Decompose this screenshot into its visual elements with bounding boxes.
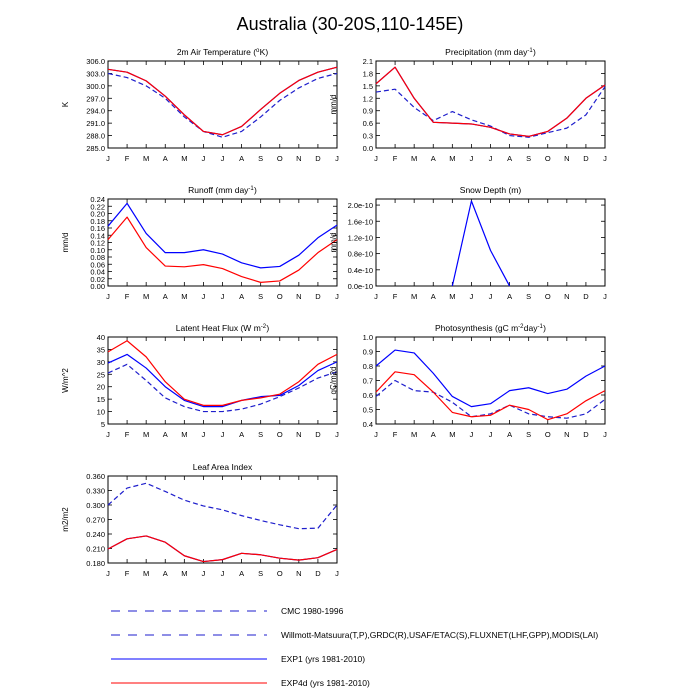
y-tick-label: 294.0 — [86, 106, 105, 116]
x-tick-label: D — [315, 569, 321, 578]
legend-item — [111, 654, 365, 664]
x-tick-label: F — [124, 154, 130, 163]
panel-title: Precipitation (mm day$^{-1}$ ) — [445, 47, 536, 57]
x-tick-label: D — [315, 292, 321, 301]
x-tick-label: M — [449, 154, 456, 163]
x-tick-label: A — [430, 292, 436, 301]
y-axis-label: mm/d — [329, 94, 338, 115]
x-tick-label: J — [488, 430, 493, 439]
x-tick-label: J — [469, 292, 474, 301]
x-tick-label: J — [469, 430, 474, 439]
x-tick-label: M — [143, 569, 150, 578]
y-tick-label: 0.360 — [86, 472, 105, 481]
y-tick-label: 0.12 — [90, 238, 105, 248]
y-tick-label: 0.8 — [362, 362, 373, 371]
y-tick-label: 0.240 — [86, 530, 105, 539]
legend-label: EXP4d (yrs 1981-2010) — [281, 678, 370, 688]
y-tick-label: 0.24 — [90, 195, 105, 204]
y-tick-label: 0.7 — [362, 376, 373, 386]
y-tick-label: 40 — [96, 333, 105, 342]
series-line-exp4d — [376, 372, 605, 420]
panel-title: Runoff (mm day$^{-1}$ ) — [188, 185, 257, 195]
y-tick-label: 306.0 — [86, 57, 105, 66]
x-tick-label: A — [162, 569, 168, 578]
x-tick-label: J — [201, 292, 206, 301]
x-tick-label: M — [449, 430, 456, 439]
x-tick-label: O — [276, 430, 283, 439]
x-tick-label: M — [411, 154, 418, 163]
y-tick-label: 0.16 — [90, 224, 105, 233]
y-tick-label: 1.2e-10 — [347, 233, 373, 243]
x-tick-label: S — [258, 154, 264, 163]
x-tick-label: A — [507, 430, 513, 439]
legend — [111, 606, 598, 688]
x-tick-label: O — [276, 292, 283, 301]
x-tick-label: A — [239, 292, 245, 301]
y-tick-label: 15 — [96, 395, 105, 405]
x-tick-label: M — [181, 154, 188, 163]
y-tick-label: 2.1 — [362, 57, 373, 66]
x-tick-label: J — [201, 154, 206, 163]
y-tick-label: 0.4 — [362, 420, 373, 429]
y-axis-label: mm/d — [329, 232, 338, 253]
y-tick-label: 1.8 — [362, 69, 373, 79]
x-tick-label: O — [544, 292, 551, 301]
panel-title: Snow Depth (m) — [459, 185, 522, 195]
y-tick-label: 1.0 — [362, 333, 373, 342]
y-tick-label: 297.0 — [86, 94, 105, 104]
y-tick-label: 10 — [96, 407, 105, 417]
x-tick-label: J — [335, 569, 339, 578]
x-tick-label: J — [488, 154, 493, 163]
y-tick-label: 0.9 — [362, 106, 373, 116]
y-tick-label: 35 — [96, 345, 105, 355]
x-tick-label: J — [220, 569, 225, 578]
x-tick-label: J — [106, 292, 110, 301]
x-tick-label: M — [411, 430, 418, 439]
x-tick-label: N — [296, 569, 302, 578]
x-tick-label: D — [583, 430, 589, 439]
y-axis-label: gC/m2d — [329, 366, 338, 395]
x-tick-label: O — [276, 154, 283, 163]
x-tick-label: M — [143, 292, 150, 301]
panel-title: Leaf Area Index — [192, 462, 253, 472]
x-tick-label: A — [162, 430, 168, 439]
y-tick-label: 0.5 — [362, 405, 373, 415]
y-tick-label: 1.6e-10 — [347, 217, 373, 227]
x-tick-label: F — [392, 292, 398, 301]
x-tick-label: J — [603, 292, 607, 301]
x-tick-label: J — [335, 430, 339, 439]
x-tick-label: M — [411, 292, 418, 301]
x-tick-label: O — [544, 154, 551, 163]
x-tick-label: S — [258, 292, 264, 301]
x-tick-label: S — [258, 430, 264, 439]
panel-title: Latent Heat Flux (W $m^{-2}$ ) — [175, 323, 270, 333]
series-line-obs — [376, 87, 605, 138]
y-tick-label: 291.0 — [86, 119, 105, 129]
series-line-exp1 — [108, 536, 337, 562]
y-tick-label: 288.0 — [86, 131, 105, 141]
figure-title: Australia (30-20S,110-145E) — [236, 14, 464, 34]
x-tick-label: F — [392, 430, 398, 439]
y-tick-label: 300.0 — [86, 81, 105, 91]
panel-photosynthesis — [329, 323, 607, 439]
y-tick-label: 285.0 — [86, 144, 105, 153]
y-tick-label: 1.5 — [362, 81, 373, 91]
y-tick-label: 0.180 — [86, 559, 105, 568]
x-tick-label: D — [315, 154, 321, 163]
y-tick-label: 30 — [96, 357, 105, 367]
y-tick-label: 0.20 — [90, 209, 105, 219]
x-tick-label: M — [181, 569, 188, 578]
y-tick-label: 2.0e-10 — [347, 201, 373, 211]
x-tick-label: J — [488, 292, 493, 301]
x-tick-label: A — [430, 154, 436, 163]
y-tick-label: 0.3 — [362, 131, 373, 141]
y-tick-label: 0.210 — [86, 544, 105, 554]
series-line-exp1 — [376, 350, 605, 407]
x-tick-label: D — [583, 154, 589, 163]
x-tick-label: O — [276, 569, 283, 578]
x-tick-label: N — [564, 154, 570, 163]
x-tick-label: F — [124, 430, 130, 439]
y-tick-label: 1.2 — [362, 94, 373, 104]
x-tick-label: N — [564, 430, 570, 439]
y-axis-label: K — [61, 101, 70, 108]
panel-title: 2m Air Temperature ($^o$ K) — [176, 47, 269, 57]
x-tick-label: A — [162, 154, 168, 163]
y-tick-label: 0.04 — [90, 267, 105, 277]
x-tick-label: F — [392, 154, 398, 163]
y-axis-label: m2/m2 — [61, 507, 70, 532]
y-tick-label: 0.0 — [362, 144, 373, 153]
x-tick-label: M — [449, 292, 456, 301]
x-tick-label: J — [603, 154, 607, 163]
y-tick-label: 0.14 — [90, 231, 105, 241]
x-tick-label: M — [143, 154, 150, 163]
x-tick-label: F — [124, 569, 130, 578]
y-tick-label: 5 — [100, 420, 105, 429]
y-tick-label: 0.4e-10 — [347, 265, 373, 275]
panel-title: Photosynthesis (gC $m^{-2}$ day$^{-1}$ ) — [435, 323, 546, 333]
series-line-exp1 — [108, 203, 337, 268]
legend-item — [111, 678, 370, 688]
legend-item — [111, 606, 344, 616]
x-tick-label: J — [106, 154, 110, 163]
y-tick-label: 0.6 — [362, 391, 373, 400]
x-tick-label: N — [564, 292, 570, 301]
x-tick-label: M — [181, 430, 188, 439]
x-tick-label: J — [603, 430, 607, 439]
x-tick-label: N — [296, 430, 302, 439]
x-tick-label: J — [374, 430, 378, 439]
x-tick-label: J — [220, 430, 225, 439]
legend-label: Willmott-Matsuura(T,P),GRDC(R),USAF/ETAC(S),FLUXNET(LHF,GPP),MODIS(LAI) — [281, 630, 599, 640]
y-tick-label: 0.10 — [90, 245, 105, 255]
legend-label: EXP1 (yrs 1981-2010) — [281, 654, 366, 664]
x-tick-label: A — [507, 292, 513, 301]
y-tick-label: 0.02 — [90, 274, 105, 284]
x-tick-label: J — [106, 430, 110, 439]
panel-snow — [329, 185, 607, 301]
x-tick-label: A — [162, 292, 168, 301]
x-tick-label: S — [258, 569, 264, 578]
x-tick-label: J — [335, 292, 339, 301]
x-tick-label: J — [469, 154, 474, 163]
legend-item — [111, 630, 598, 640]
chart-panels — [61, 47, 607, 578]
x-tick-label: J — [374, 154, 378, 163]
x-tick-label: J — [201, 569, 206, 578]
legend-label: CMC 1980-1996 — [281, 606, 344, 616]
y-tick-label: 0.6 — [362, 119, 373, 129]
plot-frame — [108, 337, 337, 424]
plot-frame — [376, 199, 605, 286]
x-tick-label: N — [296, 292, 302, 301]
y-tick-label: 0.08 — [90, 253, 105, 262]
y-tick-label: 0.9 — [362, 347, 373, 357]
y-axis-label: W/m^2 — [61, 368, 70, 393]
y-tick-label: 0.8e-10 — [347, 249, 373, 259]
x-tick-label: D — [583, 292, 589, 301]
x-tick-label: J — [374, 292, 378, 301]
series-line-exp1 — [108, 354, 337, 406]
x-tick-label: S — [526, 154, 532, 163]
series-line-exp4d — [108, 67, 337, 135]
x-tick-label: F — [124, 292, 130, 301]
y-tick-label: 0.22 — [90, 202, 105, 212]
series-line-exp1 — [108, 67, 337, 135]
series-line-exp4d — [108, 536, 337, 562]
panel-precip — [329, 47, 607, 163]
y-tick-label: 0.300 — [86, 501, 105, 510]
panel-air-temp — [61, 47, 339, 163]
y-tick-label: 0.330 — [86, 486, 105, 496]
y-axis-label: mm/d — [61, 232, 70, 253]
panel-runoff — [61, 185, 339, 301]
series-line-obs — [108, 364, 337, 411]
y-tick-label: 25 — [96, 370, 105, 380]
x-tick-label: N — [296, 154, 302, 163]
x-tick-label: O — [544, 430, 551, 439]
y-tick-label: 20 — [96, 382, 105, 392]
x-tick-label: A — [239, 154, 245, 163]
series-line-obs — [108, 483, 337, 528]
y-tick-label: 303.0 — [86, 69, 105, 79]
x-tick-label: S — [526, 292, 532, 301]
x-tick-label: A — [507, 154, 513, 163]
series-line-obs — [108, 73, 337, 137]
x-tick-label: A — [430, 430, 436, 439]
x-tick-label: S — [526, 430, 532, 439]
panel-lai — [61, 462, 339, 578]
y-tick-label: 0.06 — [90, 260, 105, 270]
x-tick-label: J — [220, 154, 225, 163]
x-tick-label: J — [106, 569, 110, 578]
y-tick-label: 0.00 — [90, 282, 105, 291]
x-tick-label: J — [220, 292, 225, 301]
x-tick-label: M — [181, 292, 188, 301]
x-tick-label: J — [201, 430, 206, 439]
y-tick-label: 0.0e-10 — [347, 282, 373, 291]
x-tick-label: D — [315, 430, 321, 439]
x-tick-label: A — [239, 430, 245, 439]
panel-latent-heat — [61, 323, 339, 439]
plot-frame — [108, 476, 337, 563]
x-tick-label: A — [239, 569, 245, 578]
series-line-exp1 — [452, 201, 509, 286]
y-tick-label: 0.18 — [90, 216, 105, 226]
y-tick-label: 0.270 — [86, 515, 105, 525]
series-line-exp4d — [108, 341, 337, 406]
x-tick-label: J — [335, 154, 339, 163]
x-tick-label: M — [143, 430, 150, 439]
